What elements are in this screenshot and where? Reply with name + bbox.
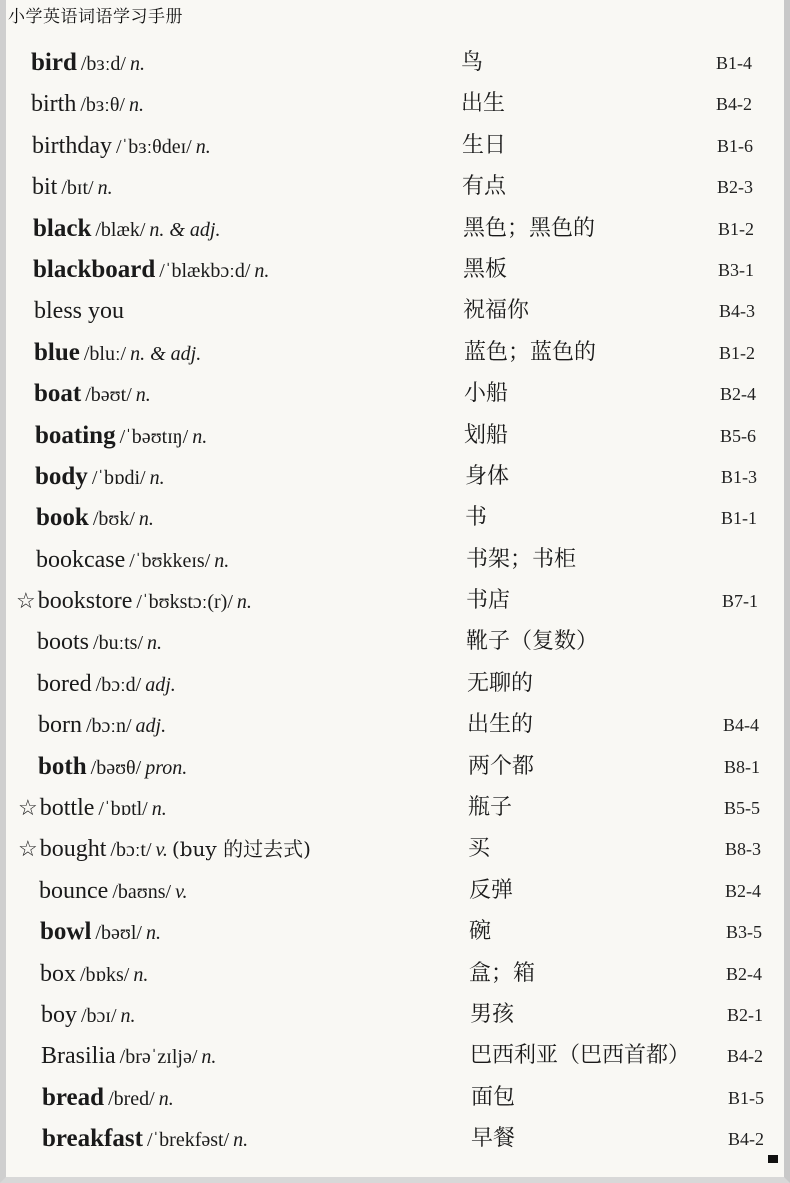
- pronunciation: /ˈbɒtl/: [98, 798, 148, 821]
- part-of-speech: n.: [151, 798, 167, 821]
- chinese-meaning: 书: [465, 505, 488, 531]
- pronunciation: /brəˈzɪljə/: [119, 1046, 198, 1069]
- part-of-speech: n.: [233, 1129, 249, 1152]
- unit-code: B1-5: [728, 1087, 764, 1108]
- part-of-speech: n.: [236, 591, 252, 614]
- entry-headword-line: [37, 669, 176, 700]
- headword: bread: [42, 1083, 105, 1111]
- chinese-meaning: 生日: [462, 132, 507, 158]
- entry-headword-line: [37, 627, 162, 658]
- part-of-speech: adj.: [145, 673, 176, 696]
- pronunciation: /bʊk/: [92, 508, 135, 531]
- entry-headword-line: [41, 1041, 216, 1072]
- entry-row: [6, 830, 790, 871]
- part-of-speech: n.: [195, 135, 211, 158]
- entry-row: [6, 375, 790, 416]
- chinese-meaning: 书架；书柜: [466, 546, 577, 572]
- entry-note: (buy 的过去式): [171, 837, 311, 862]
- entry-row: [6, 1120, 790, 1161]
- entry-headword-line: [35, 462, 165, 493]
- headword: book: [36, 504, 89, 532]
- entry-headword-line: [16, 586, 252, 617]
- part-of-speech: n.: [129, 53, 145, 75]
- entry-headword-line: [33, 255, 269, 286]
- unit-code: B3-1: [718, 259, 754, 280]
- entry-headword-line: [40, 917, 161, 948]
- entry-row: [6, 334, 790, 375]
- entry-headword-line: [36, 503, 154, 534]
- headword: bounce: [39, 877, 109, 904]
- entry-headword-line: [31, 89, 144, 120]
- chinese-meaning: 身体: [465, 463, 510, 489]
- entry-headword-line: [34, 338, 201, 369]
- unit-code: B2-4: [725, 880, 761, 901]
- pronunciation: /bəʊl/: [95, 922, 142, 945]
- chinese-meaning: 划船: [464, 422, 509, 448]
- entry-headword-line: [32, 131, 211, 162]
- pronunciation: /bəʊθ/: [90, 756, 142, 779]
- part-of-speech: n.: [145, 922, 161, 945]
- headword: both: [38, 752, 87, 780]
- part-of-speech: n.: [135, 384, 151, 407]
- entry-headword-line: [18, 793, 167, 824]
- headword: breakfast: [42, 1125, 143, 1153]
- unit-code: B8-3: [725, 839, 761, 860]
- entry-headword-line: [31, 48, 145, 79]
- unit-code: B7-1: [722, 591, 758, 612]
- headword: bored: [37, 670, 92, 697]
- headword: boating: [35, 421, 116, 449]
- pronunciation: /ˈbɒdi/: [91, 466, 146, 489]
- pronunciation: /ˈbʊkstɔː(r)/: [136, 591, 233, 614]
- chinese-meaning: 早餐: [471, 1126, 516, 1152]
- pronunciation: /ˈblækbɔːd/: [159, 259, 251, 282]
- unit-code: B8-1: [724, 756, 760, 777]
- chinese-meaning: 两个都: [468, 753, 535, 779]
- unit-code: B1-4: [716, 53, 752, 73]
- star-mark: ☆: [18, 795, 38, 821]
- entry-row: [6, 582, 790, 623]
- entry-row: [6, 251, 790, 292]
- pronunciation: /bɔːd/: [95, 673, 142, 696]
- unit-code: B2-1: [727, 1004, 763, 1025]
- unit-code: B1-6: [717, 135, 753, 156]
- entry-row: [6, 1079, 790, 1120]
- entry-headword-line: [34, 379, 151, 410]
- chinese-meaning: 瓶子: [468, 795, 513, 821]
- headword: boat: [34, 380, 82, 408]
- unit-code: B2-4: [726, 963, 762, 984]
- entry-row: [6, 996, 790, 1037]
- headword: bottle: [39, 795, 95, 822]
- entry-row: [6, 1037, 790, 1078]
- chinese-meaning: 碗: [469, 919, 492, 945]
- unit-code: B1-2: [719, 342, 755, 363]
- headword: bought: [39, 836, 107, 863]
- part-of-speech: n.: [192, 425, 208, 448]
- unit-code: B2-3: [717, 177, 753, 198]
- headword: black: [33, 214, 92, 242]
- entry-row: [6, 789, 790, 830]
- pronunciation: /bɔːt/: [110, 839, 152, 862]
- headword: boy: [41, 1001, 77, 1028]
- unit-code: B4-2: [716, 94, 752, 115]
- part-of-speech: n.: [254, 259, 270, 282]
- unit-code: B3-5: [726, 922, 762, 943]
- entry-headword-line: [34, 296, 124, 326]
- unit-code: B5-5: [724, 798, 760, 819]
- pronunciation: /ˈbɜːθdeɪ/: [115, 135, 192, 158]
- pronunciation: /bluː/: [83, 342, 127, 365]
- pronunciation: /bɪt/: [61, 177, 94, 200]
- part-of-speech: n. & adj.: [130, 342, 202, 365]
- entry-headword-line: [33, 214, 221, 245]
- part-of-speech: n.: [147, 632, 163, 655]
- entry-row: [6, 541, 790, 582]
- entry-row: [6, 872, 790, 913]
- pronunciation: /bɜːθ/: [80, 94, 125, 117]
- entry-row: [6, 458, 790, 499]
- pronunciation: /buːts/: [93, 632, 144, 655]
- unit-code: B4-2: [727, 1046, 763, 1067]
- entry-row: [6, 168, 790, 209]
- pronunciation: /bɜːd/: [80, 53, 126, 75]
- chinese-meaning: 祝福你: [463, 298, 530, 324]
- unit-code: B4-2: [728, 1129, 764, 1150]
- entry-row: [6, 706, 790, 747]
- entry-headword-line: [42, 1083, 174, 1114]
- page-header: 小学英语词语学习手册: [8, 7, 183, 27]
- headword: born: [38, 712, 82, 739]
- chinese-meaning: 黑色；黑色的: [463, 215, 596, 241]
- chinese-meaning: 买: [468, 836, 491, 862]
- chinese-meaning: 黑板: [463, 256, 508, 282]
- star-mark: ☆: [16, 588, 36, 614]
- part-of-speech: n.: [158, 1087, 174, 1110]
- chinese-meaning: 巴西利亚（巴西首都）: [470, 1043, 691, 1069]
- part-of-speech: n.: [149, 466, 165, 489]
- pronunciation: /ˈbəʊtɪŋ/: [119, 425, 189, 448]
- pronunciation: /ˈbrekfəst/: [146, 1129, 230, 1152]
- chinese-meaning: 出生的: [467, 712, 534, 738]
- part-of-speech: v.: [155, 839, 168, 862]
- entry-headword-line: [40, 959, 148, 990]
- entry-row: [6, 499, 790, 540]
- unit-code: B5-6: [720, 425, 756, 446]
- chinese-meaning: 蓝色；蓝色的: [464, 339, 597, 365]
- entry-headword-line: [38, 752, 187, 783]
- chinese-meaning: 出生: [461, 91, 506, 117]
- entry-row: [6, 913, 790, 954]
- entry-row: [6, 665, 790, 706]
- entry-row: [6, 292, 790, 333]
- pronunciation: /bɔːn/: [86, 715, 132, 738]
- chinese-meaning: 男孩: [470, 1001, 515, 1027]
- pronunciation: /blæk/: [95, 218, 146, 241]
- headword: bless you: [34, 298, 124, 325]
- entry-row: [6, 623, 790, 664]
- entry-row: [6, 44, 790, 85]
- unit-code: B1-3: [721, 466, 757, 487]
- entry-list: [6, 44, 790, 1162]
- headword: box: [40, 960, 76, 987]
- part-of-speech: n.: [214, 549, 230, 572]
- chinese-meaning: 盒；箱: [469, 960, 536, 986]
- entry-row: [6, 748, 790, 789]
- chinese-meaning: 小船: [464, 381, 509, 407]
- headword: bowl: [40, 918, 92, 946]
- unit-code: B1-1: [721, 508, 757, 529]
- part-of-speech: pron.: [145, 756, 188, 779]
- part-of-speech: v.: [175, 880, 188, 903]
- pronunciation: /ˈbʊkkeɪs/: [129, 549, 211, 572]
- chinese-meaning: 反弹: [469, 877, 514, 903]
- part-of-speech: n.: [201, 1046, 217, 1069]
- part-of-speech: n. & adj.: [149, 218, 221, 241]
- entry-row: [6, 85, 790, 126]
- headword: bit: [32, 174, 58, 201]
- entry-headword-line: [35, 421, 207, 452]
- entry-row: [6, 127, 790, 168]
- part-of-speech: n.: [97, 177, 113, 200]
- entry-headword-line: [36, 545, 229, 576]
- pronunciation: /bɒks/: [80, 963, 130, 986]
- entry-headword-line: [42, 1124, 248, 1155]
- headword: Brasilia: [41, 1043, 116, 1070]
- part-of-speech: n.: [133, 963, 149, 986]
- unit-code: B4-3: [719, 301, 755, 322]
- part-of-speech: n.: [138, 508, 154, 531]
- entry-headword-line: [41, 1000, 136, 1031]
- chinese-meaning: 靴子（复数）: [466, 629, 599, 655]
- pronunciation: /bəʊt/: [85, 384, 132, 407]
- pronunciation: /bred/: [108, 1087, 155, 1110]
- entry-headword-line: [39, 876, 187, 907]
- entry-row: [6, 417, 790, 458]
- star-mark: ☆: [18, 836, 38, 862]
- headword: birth: [31, 91, 77, 118]
- headword: blackboard: [33, 255, 156, 283]
- headword: bookstore: [37, 588, 133, 615]
- headword: body: [35, 462, 88, 490]
- unit-code: B1-2: [718, 218, 754, 239]
- chinese-meaning: 无聊的: [467, 670, 534, 696]
- headword: boots: [37, 629, 90, 656]
- entry-headword-line: [32, 172, 113, 203]
- unit-code: B4-4: [723, 715, 759, 736]
- part-of-speech: n.: [128, 94, 144, 117]
- entry-headword-line: [18, 834, 311, 865]
- unit-code: B2-4: [720, 384, 756, 405]
- pronunciation: /baʊns/: [112, 880, 172, 903]
- entry-row: [6, 955, 790, 996]
- corner-mark: [768, 1155, 778, 1163]
- headword: bookcase: [36, 546, 126, 573]
- chinese-meaning: 鸟: [461, 50, 484, 75]
- headword: birthday: [32, 132, 112, 159]
- entry-headword-line: [38, 710, 166, 741]
- chinese-meaning: 有点: [462, 174, 507, 200]
- chinese-meaning: 面包: [471, 1084, 516, 1110]
- part-of-speech: n.: [120, 1004, 136, 1027]
- headword: bird: [31, 49, 77, 76]
- part-of-speech: adj.: [135, 715, 167, 738]
- headword: blue: [34, 338, 80, 366]
- entry-row: [6, 210, 790, 251]
- chinese-meaning: 书店: [466, 588, 511, 614]
- pronunciation: /bɔɪ/: [81, 1004, 117, 1027]
